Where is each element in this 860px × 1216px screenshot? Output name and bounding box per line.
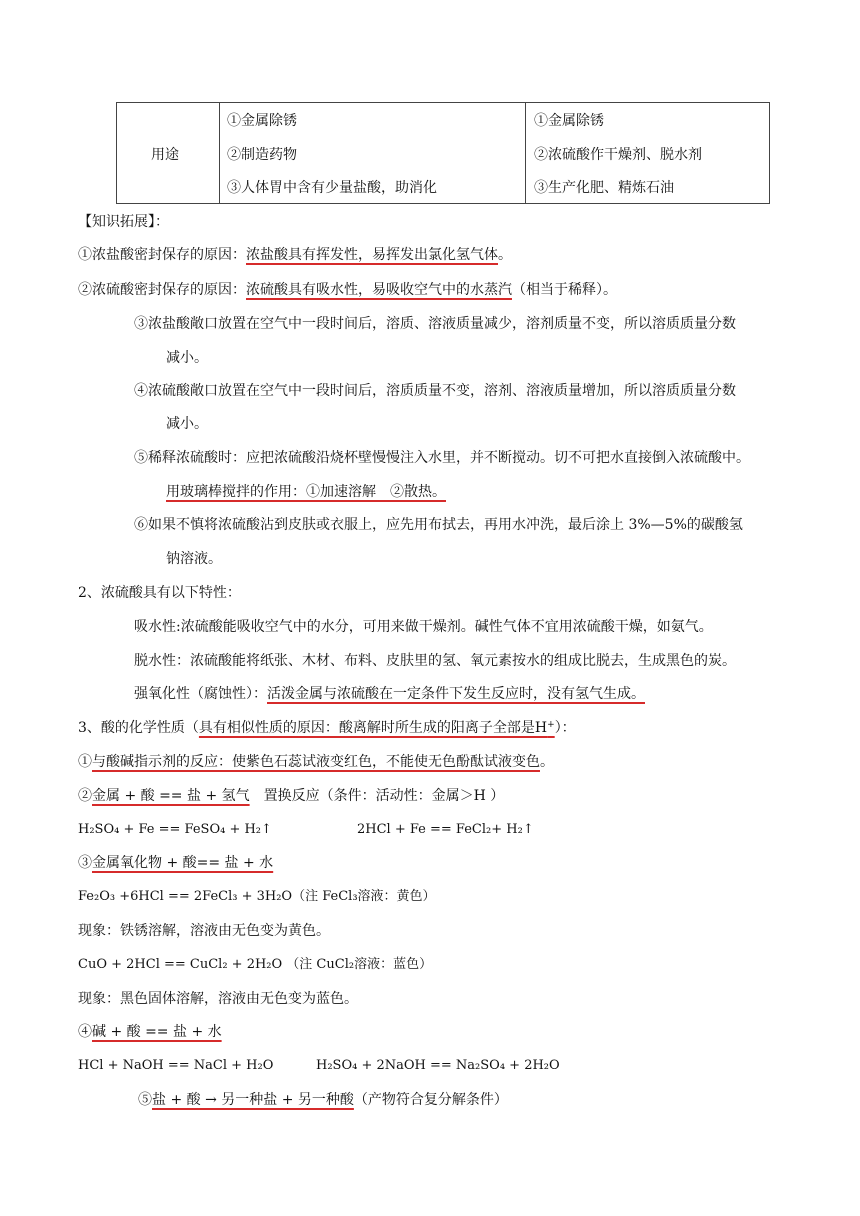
table-h2so4-item-3: ③生产化肥、精炼石油 <box>534 180 674 196</box>
ext-item-1-prefix: ①浓盐酸密封保存的原因： <box>78 247 246 263</box>
table-h2so4-item-2: ②浓硫酸作干燥剂、脱水剂 <box>534 147 702 163</box>
table-h2so4-item-1: ①金属除锈 <box>534 113 604 129</box>
ext-item-5-line2 <box>166 482 446 502</box>
ext-item-4-line1: ④浓硫酸敞口放置在空气中一段时间后，溶质质量不变，溶剂、溶液质量增加，所以溶质质量分数 <box>134 383 736 399</box>
section-3-heading-underlined-text: 具有相似性质的原因：酸离解时所生成的阳离子全部是H <box>198 720 548 736</box>
acid-property-5-underlined: 盐 + 酸 → 另一种盐 + 另一种酸 <box>152 1092 354 1108</box>
equation-fe2o3-hcl: Fe₂O₃ +6HCl == 2FeCl₃ + 3H₂O（注 FeCl₃溶液：黄色） <box>78 889 436 904</box>
equation-h2so4-naoh: H₂SO₄ + 2NaOH == Na₂SO₄ + 2H₂O <box>316 1058 560 1073</box>
equation-cuo-hcl: CuO + 2HCl == CuCl₂ + 2H₂O （注 CuCl₂溶液：蓝色） <box>78 957 433 972</box>
property-water-absorption: 吸水性:浓硫酸能吸收空气中的水分，可用来做干燥剂。碱性气体不宜用浓硫酸干燥，如氨气。 <box>134 619 713 635</box>
ext-item-5-line1: ⑤稀释浓硫酸时：应把浓硫酸沿烧杯壁慢慢注入水里，并不断搅动。切不可把水直接倒入浓硫酸中。 <box>134 450 750 466</box>
acid-property-2-underlined: 金属 + 酸 == 盐 + 氢气 <box>92 788 250 804</box>
acid-property-1-underlined: 与酸碱指示剂的反应：使紫色石蕊试液变红色，不能使无色酚酞试液变色 <box>92 754 540 770</box>
table-label-cell <box>117 103 220 203</box>
property-dehydration: 脱水性：浓硫酸能将纸张、木材、布料、皮肤里的氢、氧元素按水的组成比脱去，生成黑色的炭。 <box>134 653 736 669</box>
ext-heading: 【知识拓展】： <box>78 214 169 230</box>
ext-item-3-line2: 减小。 <box>166 350 208 366</box>
phenomenon-black-solid: 现象：黑色固体溶解，溶液由无色变为蓝色。 <box>78 991 358 1007</box>
acid-property-3-prefix: ③ <box>78 855 92 871</box>
acid-property-1 <box>78 752 554 772</box>
acid-property-2 <box>78 786 504 806</box>
ext-item-3-line1: ③浓盐酸敞口放置在空气中一段时间后，溶质、溶液质量减少，溶剂质量不变，所以溶质质量分数 <box>134 316 736 332</box>
table-hcl-item-2: ②制造药物 <box>227 147 297 163</box>
section-3-heading <box>78 718 576 738</box>
acid-property-4-prefix: ④ <box>78 1024 92 1040</box>
phenomenon-rust: 现象：铁锈溶解，溶液由无色变为黄色。 <box>78 923 330 939</box>
table-hcl-cell <box>219 103 526 203</box>
acid-property-4 <box>78 1022 222 1042</box>
ext-item-2-suffix: （相当于稀释）。 <box>512 282 617 298</box>
acid-property-2-prefix: ② <box>78 788 92 804</box>
acid-property-5-prefix: ⑤ <box>138 1092 152 1108</box>
usage-table <box>116 102 770 204</box>
section-2-heading: 2、浓硫酸具有以下特性： <box>78 585 241 601</box>
ext-item-4-line2: 减小。 <box>166 416 208 432</box>
ext-item-1 <box>78 245 512 265</box>
equation-h2so4-fe: H₂SO₄ + Fe == FeSO₄ + H₂↑ <box>78 822 272 837</box>
equation-hcl-fe: 2HCl + Fe == FeCl₂+ H₂↑ <box>357 822 534 837</box>
property-oxidation-underlined: 活泼金属与浓硫酸在一定条件下发生反应时，没有氢气生成。 <box>267 686 645 702</box>
section-3-heading-suffix: ）： <box>554 720 576 736</box>
acid-property-1-suffix: 。 <box>540 754 554 770</box>
equation-hcl-naoh: HCl + NaOH == NaCl + H₂O <box>78 1058 274 1073</box>
ext-item-5-underlined: 用玻璃棒搅拌的作用：①加速溶解 ②散热。 <box>166 484 446 500</box>
ext-item-2-underlined: 浓硫酸具有吸水性，易吸收空气中的水蒸汽 <box>246 282 512 298</box>
acid-property-3 <box>78 853 273 873</box>
acid-property-5 <box>138 1090 508 1110</box>
ext-item-2 <box>78 280 617 300</box>
table-label: 用途 <box>151 147 179 163</box>
ext-item-6-line2: 钠溶液。 <box>166 551 222 567</box>
table-h2so4-cell <box>526 103 769 203</box>
ext-item-6-line1: ⑥如果不慎将浓硫酸沾到皮肤或衣服上，应先用布拭去，再用水冲洗，最后涂上 3%—5%的碳酸氢 <box>134 517 743 533</box>
acid-property-4-underlined: 碱 + 酸 == 盐 + 水 <box>92 1024 222 1040</box>
acid-property-2-suffix: 置换反应（条件：活动性：金属＞H ） <box>249 788 505 804</box>
ext-item-2-prefix: ②浓硫酸密封保存的原因： <box>78 282 246 298</box>
table-hcl-item-1: ①金属除锈 <box>227 113 297 129</box>
ext-item-1-suffix: 。 <box>498 247 512 263</box>
section-3-heading-prefix: 3、酸的化学性质（ <box>78 720 199 736</box>
section-3-heading-underlined <box>199 720 555 736</box>
hydrogen-ion-charge: + <box>547 720 555 730</box>
table-hcl-item-3: ③人体胃中含有少量盐酸，助消化 <box>227 180 437 196</box>
acid-property-5-suffix: （产物符合复分解条件） <box>353 1092 508 1108</box>
property-oxidation-prefix: 强氧化性（腐蚀性）： <box>134 686 267 702</box>
ext-item-1-underlined: 浓盐酸具有挥发性，易挥发出氯化氢气体 <box>246 247 498 263</box>
acid-property-3-underlined: 金属氧化物 + 酸== 盐 + 水 <box>92 855 274 871</box>
property-oxidation <box>134 684 645 704</box>
acid-property-1-prefix: ① <box>78 754 92 770</box>
